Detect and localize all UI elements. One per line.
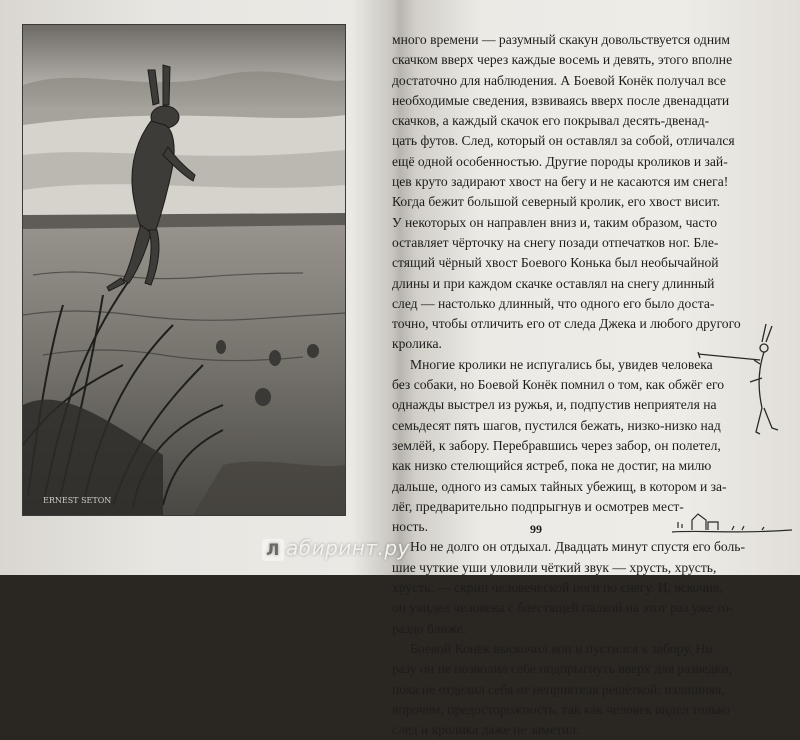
watermark-text: абиринт.ру	[286, 536, 410, 560]
text-line: след — настолько длинный, что одного его было доста-	[392, 295, 715, 311]
text-line: скачком вверх через каждые восемь и девять, этого вполне	[392, 52, 733, 68]
labirint-logo-icon: Л	[262, 539, 284, 561]
text-line: без собаки, но Боевой Конёк помнил о том, как обжёг его	[392, 377, 725, 393]
text-line: семьдесят пять шагов, пустился бежать, низко-низко над	[392, 417, 721, 433]
text-line: ещё одной особенностью. Другие породы кроликов и зай-	[392, 153, 728, 169]
labirint-watermark	[262, 536, 410, 561]
artist-signature: ERNEST SETON	[43, 496, 112, 505]
text-line: необходимые сведения, взвиваясь вверх после двенадцати	[392, 92, 730, 108]
text-line: точно, чтобы отличить его от следа Джека и любого другого	[392, 316, 741, 332]
text-line: шие чуткие уши уловили чёткий звук — хрусть, хрусть,	[392, 559, 717, 575]
page-number: 99	[530, 522, 542, 536]
text-line: оставляет чёрточку на снегу позади отпечатков ног. Бле-	[392, 234, 719, 250]
illustration-plate	[22, 24, 346, 516]
farmhouse-vignette	[672, 500, 792, 540]
text-line: дальше, одного из самых тайных убежищ, в котором и за-	[392, 478, 727, 494]
text-line: много времени — разумный скакун довольствуется одним	[392, 32, 730, 47]
text-line: раздо ближе.	[392, 620, 467, 636]
text-line: достаточно для наблюдения. А Боевой Конёк получал все	[392, 72, 726, 88]
text-line: как низко стелющийся ястреб, пока не достиг, на милю	[392, 458, 712, 474]
text-line: след и кролика даже не заметил.	[392, 722, 580, 738]
text-line: Когда бежит большой северный кролик, его хвост висит.	[392, 194, 721, 210]
text-line: Но не долго он отдыхал. Двадцать минут спустя его боль-	[410, 539, 746, 555]
text-line: стящий чёрный хвост Боевого Конька был необычайной	[392, 255, 719, 271]
left-page	[0, 0, 390, 575]
text-line: длины и при каждом скачке оставлял на снегу длинный	[392, 275, 715, 291]
text-line: цев круто задирают хвост на бегу и не касаются им снега!	[392, 174, 729, 190]
text-line: землёй, к забору. Перебравшись через забор, он полетел,	[392, 437, 721, 453]
text-line: Многие кролики не испугались бы, увидев человека	[410, 356, 713, 372]
text-line: лёг, предварительно подпрыгнув и осмотрев мест-	[392, 498, 684, 514]
text-line: Боевой Конёк выскочил вон и пустился к забору. Ни	[410, 640, 713, 656]
text-line: цать футов. След, который он оставлял за собой, отличался	[392, 133, 735, 149]
text-line: он увидел человека с блестящей палкой на этот раз уже го-	[392, 600, 734, 616]
hunter-rabbit-vignette	[692, 320, 792, 450]
text-line: скачков, а каждый скачок его покрывал десять-двенад-	[392, 113, 710, 129]
text-line: хрусть, — скрип человеческой ноги по снегу. И, вскочив,	[392, 580, 723, 596]
text-line: ность.	[392, 519, 428, 535]
jackrabbit-illustration	[23, 25, 345, 515]
text-line: разу он не позволил себе подпрыгнуть вверх для разведки,	[392, 661, 733, 677]
right-page	[392, 0, 800, 738]
text-line: пока не отделил себя от неприятеля решёткой: излишняя,	[392, 681, 725, 697]
text-line: впрочем, предосторожность, так как человек видел только	[392, 701, 731, 717]
text-line: кролика.	[392, 336, 442, 352]
text-line: У некоторых он направлен вниз и, таким образом, часто	[392, 214, 718, 230]
text-line: однажды выстрел из ружья, и, подпустив неприятеля на	[392, 397, 717, 413]
